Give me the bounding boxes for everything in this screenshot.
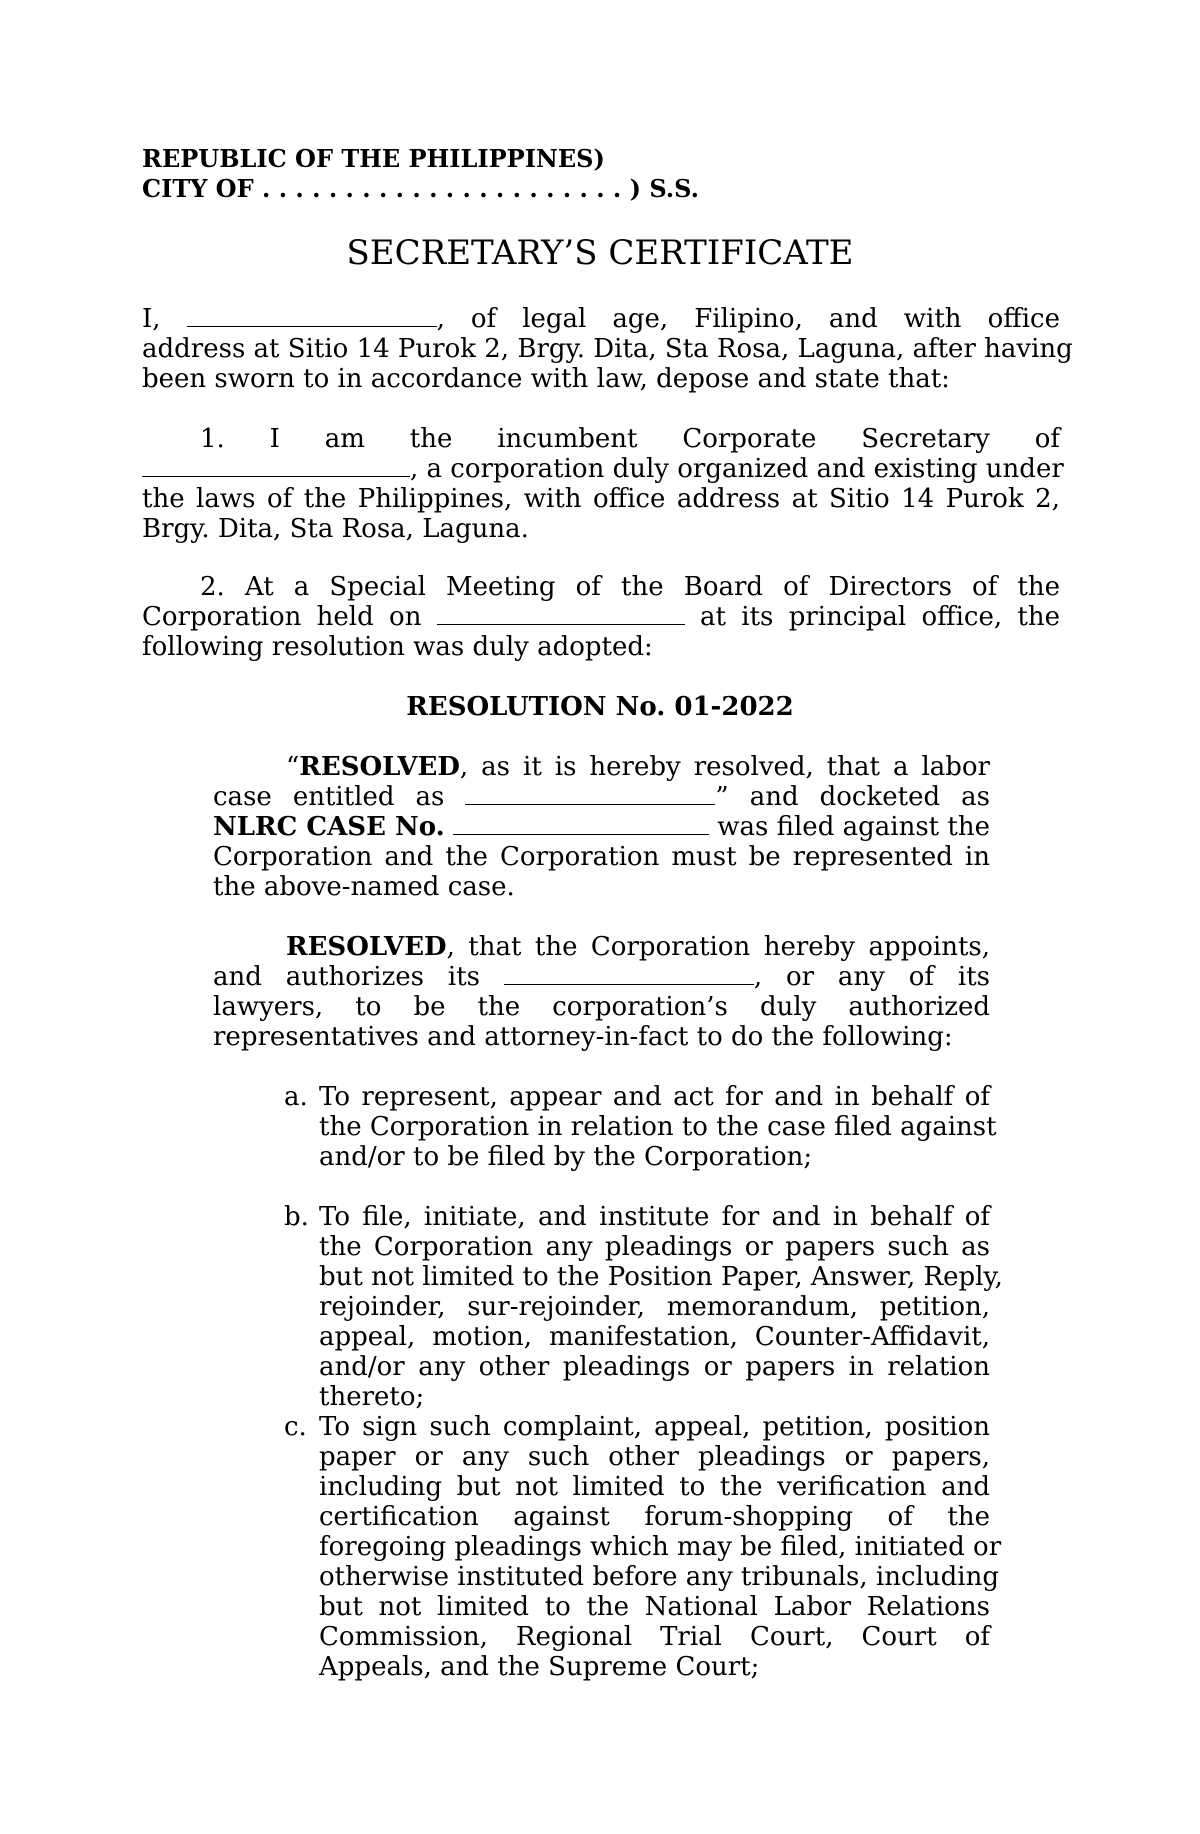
item1-line-1: 1. I am the incumbent Corporate Secretary of xyxy=(200,424,1060,454)
item2-line-2-suffix: at its principal office, the xyxy=(684,602,1060,632)
list-marker-c: c. xyxy=(284,1412,307,1442)
list-c-line: paper or any such other pleadings or papers, xyxy=(319,1442,990,1472)
res1-line-2-prefix: case entitled as xyxy=(213,782,466,812)
res2-line-2-suffix: , or any of its xyxy=(753,962,990,992)
list-b-line: the Corporation any pleadings or papers such as xyxy=(319,1232,990,1262)
intro-suffix: , of legal age, Filipino, and with office xyxy=(436,304,1060,334)
resolution-heading: RESOLUTION No. 01-2022 xyxy=(406,692,794,722)
res2-line-1 xyxy=(286,932,990,962)
res2-line-3: lawyers, to be the corporation’s duly authorized xyxy=(213,992,990,1022)
nlrc-case-label: NLRC CASE No. xyxy=(213,812,445,842)
res2-line-4: representatives and attorney-in-fact to do the following: xyxy=(213,1022,953,1052)
item2-line-1: 2. At a Special Meeting of the Board of Directors of the xyxy=(200,572,1060,602)
list-c-line: but not limited to the National Labor Relations xyxy=(319,1592,990,1622)
item2-line-3: following resolution was duly adopted: xyxy=(142,632,653,662)
item1-line-2-text: , a corporation duly organized and existing under xyxy=(410,454,1064,484)
list-c-line: Appeals, and the Supreme Court; xyxy=(319,1652,760,1682)
res2-resolved: RESOLVED xyxy=(286,932,447,962)
res1-line-4: Corporation and the Corporation must be represented in xyxy=(213,842,990,872)
res2-line-2 xyxy=(213,962,990,992)
res2-line-2-prefix: and authorizes its xyxy=(213,962,504,992)
res1-line-5: the above-named case. xyxy=(213,872,515,902)
res1-open-quote: “ xyxy=(286,752,300,782)
list-a-line: and/or to be filed by the Corporation; xyxy=(319,1142,813,1172)
list-b-line: and/or any other pleadings or papers in relation xyxy=(319,1352,990,1382)
list-marker-a: a. xyxy=(284,1082,308,1112)
list-c-line: To sign such complaint, appeal, petition, position xyxy=(319,1412,990,1442)
list-marker-b: b. xyxy=(284,1202,309,1232)
item1-line-2 xyxy=(142,454,1064,484)
res1-line-2 xyxy=(213,782,990,812)
list-b-line: but not limited to the Position Paper, Answer, Reply, xyxy=(319,1262,1003,1292)
res1-resolved: RESOLVED xyxy=(299,752,460,782)
meeting-date-blank[interactable] xyxy=(437,602,685,625)
header-republic: REPUBLIC OF THE PHILIPPINES) xyxy=(142,144,605,173)
res2-line-1-text: , that the Corporation hereby appoints, xyxy=(446,932,990,962)
list-c-line: including but not limited to the verification and xyxy=(319,1472,990,1502)
res1-line-3 xyxy=(213,812,990,842)
list-a-line: the Corporation in relation to the case filed against xyxy=(319,1112,997,1142)
list-c-line: Commission, Regional Trial Court, Court of xyxy=(319,1622,990,1652)
intro-line-3: been sworn to in accordance with law, depose and state that: xyxy=(142,364,950,394)
res1-line-2-suffix: ” and docketed as xyxy=(715,782,990,812)
case-title-blank[interactable] xyxy=(465,782,715,805)
intro-line-1 xyxy=(142,304,1060,334)
list-c-line: foregoing pleadings which may be filed, initiated or xyxy=(319,1532,1002,1562)
item1-line-3: the laws of the Philippines, with office address at Sitio 14 Purok 2, xyxy=(142,484,1060,514)
intro-line-2: address at Sitio 14 Purok 2, Brgy. Dita, Sta Rosa, Laguna, after having xyxy=(142,334,1073,364)
list-b-line: appeal, motion, manifestation, Counter-Affidavit, xyxy=(319,1322,990,1352)
res1-line-1-text: , as it is hereby resolved, that a labor xyxy=(459,752,990,782)
res1-line-1 xyxy=(286,752,990,782)
item2-line-2 xyxy=(142,602,1060,632)
header-city: CITY OF . . . . . . . . . . . . . . . . . . . . . . ) S.S. xyxy=(142,174,699,203)
intro-prefix: I, xyxy=(142,304,187,334)
name-blank[interactable] xyxy=(187,304,437,327)
representative-name-blank[interactable] xyxy=(504,962,754,985)
case-number-blank[interactable] xyxy=(453,812,709,835)
list-c-line: certification against forum-shopping of the xyxy=(319,1502,990,1532)
res1-line-3-suffix: was filed against the xyxy=(708,812,990,842)
document-title: SECRETARY’S CERTIFICATE xyxy=(346,233,854,273)
list-a-line: To represent, appear and act for and in behalf of xyxy=(319,1082,990,1112)
list-b-line: To file, initiate, and institute for and in behalf of xyxy=(319,1202,990,1232)
item2-line-2-prefix: Corporation held on xyxy=(142,602,437,632)
corporation-name-blank[interactable] xyxy=(142,454,410,477)
list-b-line: thereto; xyxy=(319,1382,425,1412)
list-c-line: otherwise instituted before any tribunals, including xyxy=(319,1562,999,1592)
list-b-line: rejoinder, sur-rejoinder, memorandum, petition, xyxy=(319,1292,990,1322)
item1-line-4: Brgy. Dita, Sta Rosa, Laguna. xyxy=(142,514,529,544)
